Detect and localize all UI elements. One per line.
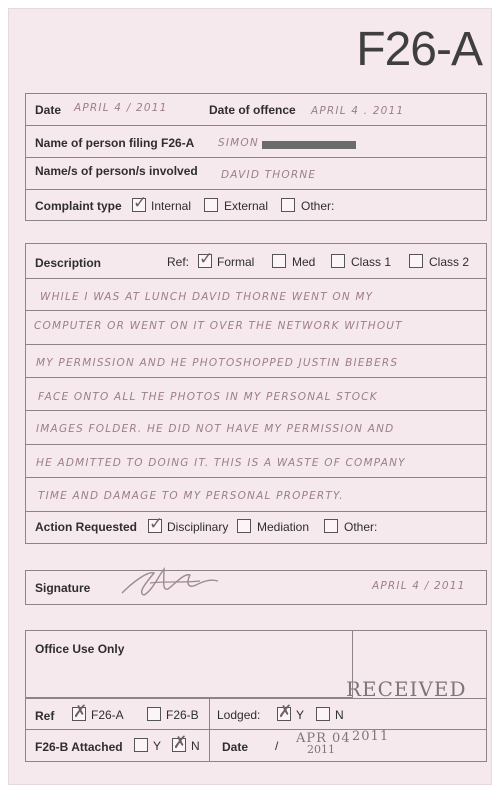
disciplinary-checkbox[interactable] xyxy=(148,514,164,533)
x-mark-icon: ✗ xyxy=(173,733,188,752)
date-label: Date xyxy=(35,103,62,117)
offence-date-label: Date of offence xyxy=(209,103,296,117)
office-use-section xyxy=(25,630,487,762)
description-line[interactable]: HE ADMITTED TO DOING IT. THIS IS A WASTE OF COMPANY xyxy=(26,445,486,478)
involved-value[interactable]: DAVID THORNE xyxy=(221,169,317,181)
signature-scribble[interactable] xyxy=(114,563,224,599)
check-mark-icon: ✓ xyxy=(199,249,214,268)
date-value[interactable]: APRIL 4 / 2011 xyxy=(74,102,168,114)
involved-label: Name/s of person/s involved xyxy=(35,164,198,178)
office-top-divider xyxy=(26,631,353,698)
filer-value[interactable]: SIMON xyxy=(218,137,259,149)
signature-date-value[interactable]: APRIL 4 / 2011 xyxy=(372,580,466,592)
attached-yes-checkbox[interactable] xyxy=(134,738,148,752)
received-date-stamp: APR 04 xyxy=(296,731,351,746)
office-date-label: Date xyxy=(222,740,249,754)
other-label: Other: xyxy=(301,199,335,213)
header-section xyxy=(25,93,487,221)
class1-label: Class 1 xyxy=(351,255,392,269)
complaint-type-row xyxy=(26,190,486,222)
mediation-checkbox[interactable] xyxy=(237,519,251,533)
lodged-yes-label: Y xyxy=(296,708,305,722)
description-line[interactable]: MY PERMISSION AND HE PHOTOSHOPPED JUSTIN BIEBERS xyxy=(26,345,486,378)
lodged-label: Lodged: xyxy=(217,708,261,722)
office-attached-row xyxy=(26,730,486,762)
office-ref-label: Ref xyxy=(35,709,55,723)
column-divider xyxy=(209,699,210,729)
action-other-label: Other: xyxy=(344,520,378,534)
attached-label: F26-B Attached xyxy=(35,740,123,754)
x-mark-icon: ✗ xyxy=(73,702,88,721)
check-mark-icon: ✓ xyxy=(149,514,164,533)
mediation-label: Mediation xyxy=(257,520,310,534)
med-checkbox[interactable] xyxy=(272,254,286,268)
offence-date-value[interactable]: APRIL 4 . 2011 xyxy=(311,105,405,117)
description-label: Description xyxy=(35,256,102,270)
attached-yes-label: Y xyxy=(153,739,162,753)
class2-checkbox[interactable] xyxy=(409,254,423,268)
signature-section xyxy=(25,570,487,605)
other-checkbox[interactable] xyxy=(281,198,295,212)
ref-f26a-checkbox[interactable] xyxy=(72,702,88,721)
column-divider xyxy=(209,730,210,762)
filer-row xyxy=(26,126,486,158)
disciplinary-label: Disciplinary xyxy=(167,520,229,534)
description-lines xyxy=(26,279,486,512)
description-header-row xyxy=(26,244,486,279)
class1-checkbox[interactable] xyxy=(331,254,345,268)
office-use-title: Office Use Only xyxy=(35,642,125,656)
description-line[interactable]: FACE ONTO ALL THE PHOTOS IN MY PERSONAL STOCK xyxy=(26,378,486,411)
action-requested-label: Action Requested xyxy=(35,520,138,534)
lodged-yes-checkbox[interactable] xyxy=(277,702,293,721)
internal-checkbox[interactable] xyxy=(132,193,148,212)
filer-label: Name of person filing F26-A xyxy=(35,136,195,150)
signature-label: Signature xyxy=(35,581,91,595)
ref-f26b-label: F26-B xyxy=(166,708,199,722)
description-line[interactable]: IMAGES FOLDER. HE DID NOT HAVE MY PERMISSION AND xyxy=(26,411,486,445)
x-mark-icon: ✗ xyxy=(278,702,293,721)
ref-f26a-label: F26-A xyxy=(91,708,124,722)
description-line[interactable]: TIME AND DAMAGE TO MY PERSONAL PROPERTY. xyxy=(26,478,486,512)
redaction-bar xyxy=(262,141,356,149)
external-checkbox[interactable] xyxy=(204,198,218,212)
date-row xyxy=(26,94,486,126)
involved-row xyxy=(26,158,486,190)
form-code: F26-A xyxy=(356,23,482,76)
attached-no-checkbox[interactable] xyxy=(172,733,188,752)
class2-label: Class 2 xyxy=(429,255,470,269)
attached-no-label: N xyxy=(191,739,200,753)
description-section xyxy=(25,243,487,544)
formal-label: Formal xyxy=(217,255,255,269)
received-year-stamp: 2011 xyxy=(352,729,390,744)
action-other-checkbox[interactable] xyxy=(324,519,338,533)
ref-f26b-checkbox[interactable] xyxy=(147,707,161,721)
ref-label: Ref: xyxy=(167,255,190,269)
description-line[interactable]: WHILE I WAS AT LUNCH DAVID THORNE WENT ON MY xyxy=(26,279,486,311)
internal-label: Internal xyxy=(151,199,192,213)
description-line[interactable]: COMPUTER OR WENT ON IT OVER THE NETWORK WITHOUT xyxy=(26,311,486,345)
med-label: Med xyxy=(292,255,316,269)
check-mark-icon: ✓ xyxy=(133,193,148,212)
complaint-type-label: Complaint type xyxy=(35,199,122,213)
received-year-small: 2011 xyxy=(307,743,335,756)
lodged-no-label: N xyxy=(335,708,344,722)
office-date-slash: / xyxy=(275,739,279,753)
external-label: External xyxy=(224,199,269,213)
action-requested-row xyxy=(26,512,486,544)
lodged-no-checkbox[interactable] xyxy=(316,707,330,721)
formal-checkbox[interactable] xyxy=(198,249,214,268)
office-ref-row xyxy=(26,698,486,730)
received-stamp: RECEIVED xyxy=(346,677,467,701)
